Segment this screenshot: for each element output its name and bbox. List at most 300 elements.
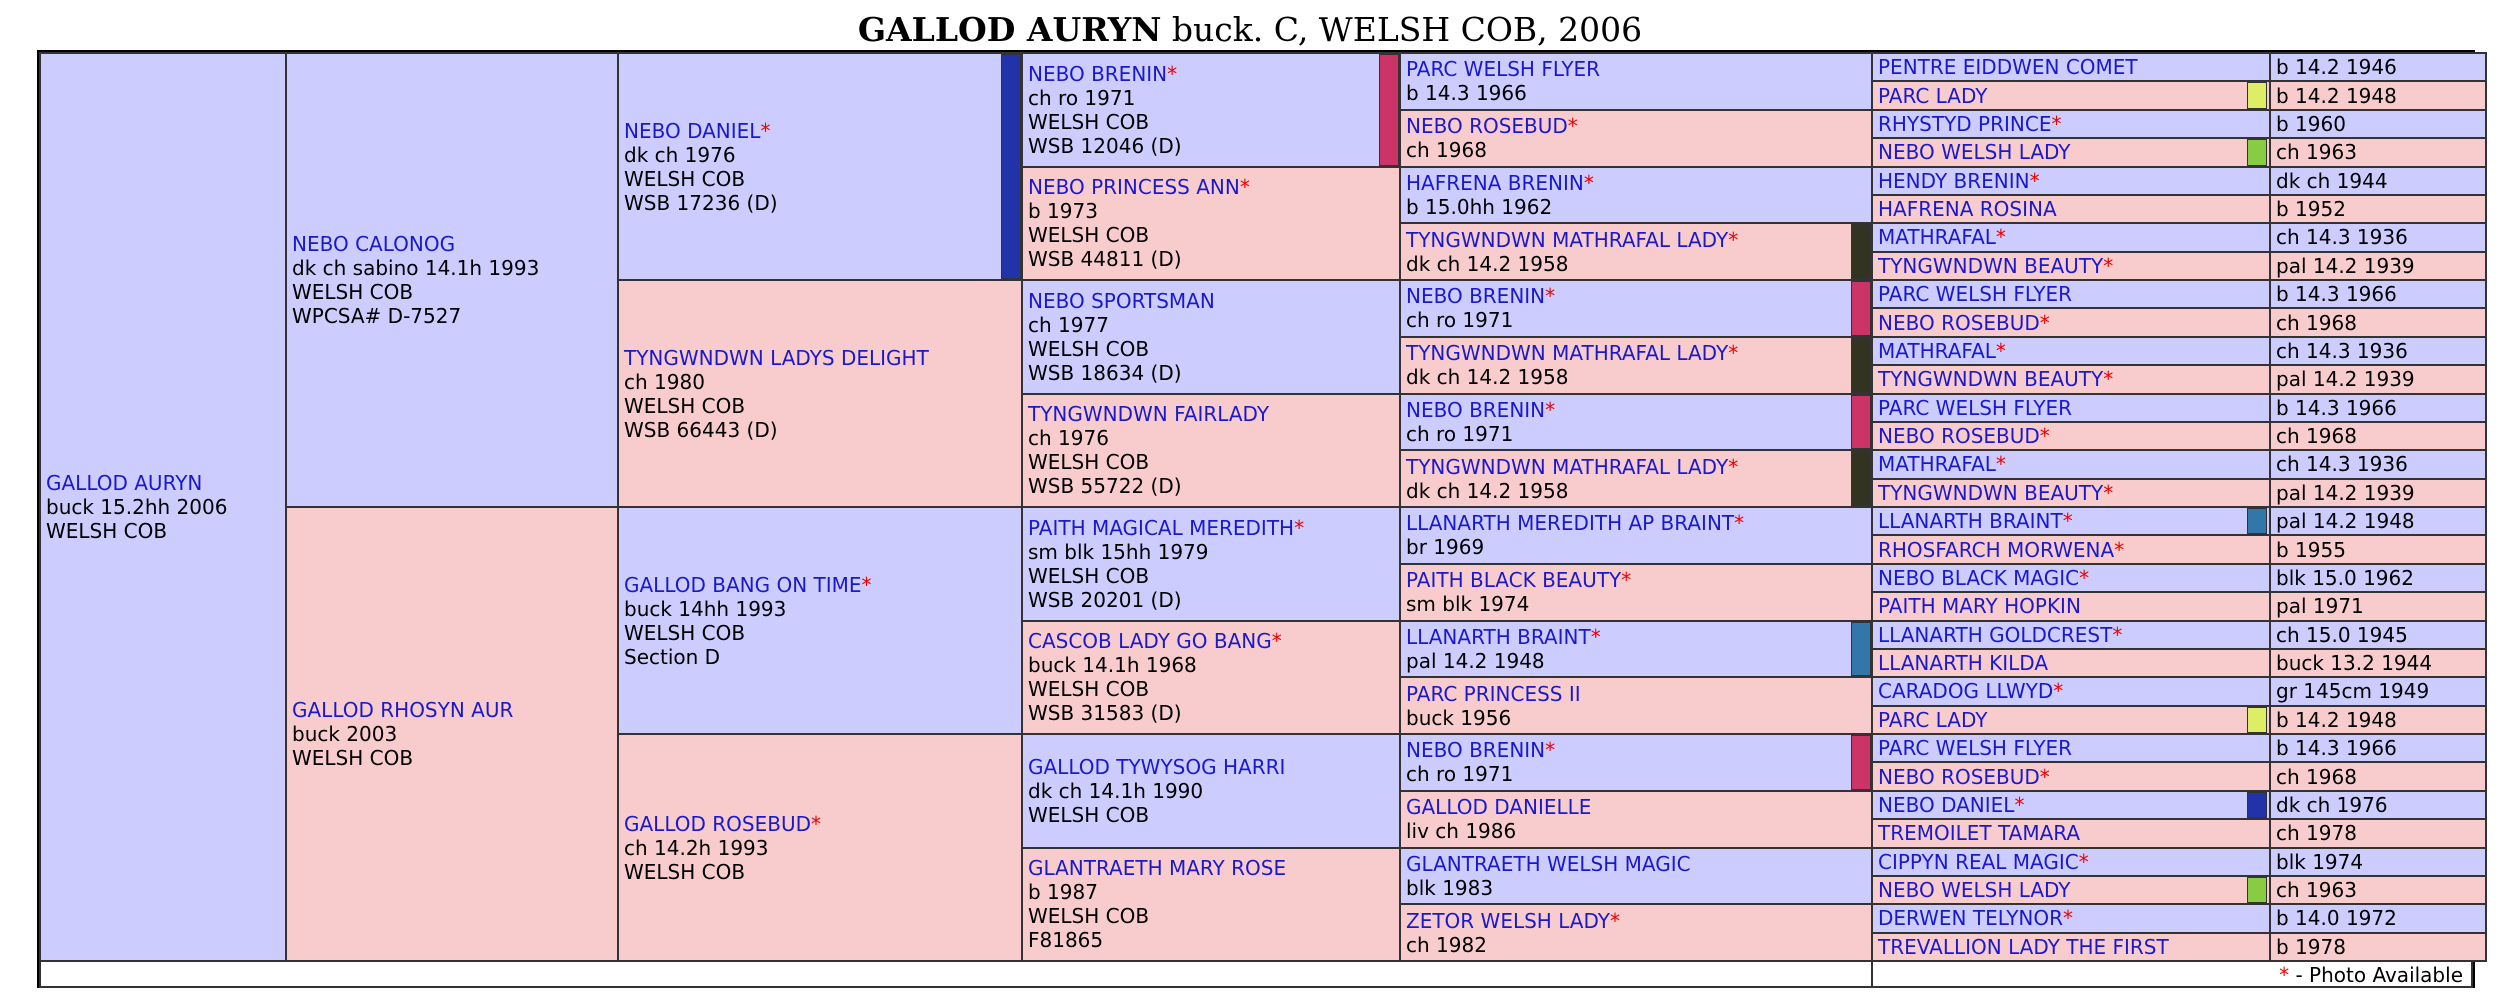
pedigree-cell-gen6[interactable] [1871,620,2271,650]
horse-name-line [1406,795,1866,819]
horse-name-link[interactable]: TYNGWNDWN BEAUTY [1878,480,2104,505]
horse-detail: ch 1963 [2276,140,2357,165]
horse-name-link[interactable]: GALLOD BANG ON TIME [624,572,862,597]
horse-name-line [1878,140,2264,164]
pedigree-cell-gen6[interactable] [1871,279,2271,309]
photo-star: * [2079,565,2090,590]
horse-name-link[interactable]: TYNGWNDWN MATHRAFAL LADY [1406,454,1729,479]
horse-name-link[interactable]: NEBO SPORTSMAN [1028,288,1215,313]
legend-star: * [2279,963,2290,987]
horse-name-line [1878,424,2264,448]
pedigree-cell-gen5[interactable] [1399,620,1873,679]
horse-detail: b 14.0 1972 [2276,906,2397,931]
photo-star: * [2039,424,2050,449]
horse-name-link[interactable]: PAITH MAGICAL MEREDITH [1028,515,1295,540]
horse-detail: buck 15.2hh 2006 [46,495,228,519]
pedigree-cell-gen3[interactable] [617,733,1023,962]
horse-name-line [1406,57,1866,81]
horse-name-link[interactable]: GALLOD DANIELLE [1406,795,1592,820]
pedigree-cell-gen6[interactable] [1871,194,2271,224]
pedigree-cell-gen4[interactable] [1021,393,1401,509]
horse-name-link[interactable]: PARC WELSH FLYER [1878,282,2073,307]
horse-detail: WSB 12046 (D) [1028,133,1182,158]
footer-spacer [39,960,1873,988]
pedigree-cell-gen6[interactable] [1871,506,2271,536]
horse-detail: b 1973 [1028,199,1098,224]
pedigree-cell-gen5[interactable] [1399,393,1873,452]
photo-star: * [1610,908,1621,933]
photo-star: * [760,118,771,143]
horse-info-cell [2269,563,2487,593]
pedigree-cell-gen6[interactable] [1871,676,2271,706]
photo-star: * [1567,114,1578,139]
horse-name-link[interactable]: TYNGWNDWN BEAUTY [1878,367,2104,392]
color-marker [2247,707,2267,733]
pedigree-cell-gen5[interactable] [1399,563,1873,622]
photo-star: * [861,572,872,597]
horse-detail: ch 14.3 1936 [2276,225,2408,250]
horse-name-line [1406,568,1866,592]
horse-detail: WSB 55722 (D) [1028,474,1182,499]
horse-detail: dk ch 1976 [624,142,736,167]
horse-name-link[interactable]: CARADOG LLWYD [1878,679,2054,704]
horse-name-link[interactable]: GALLOD AURYN [46,471,203,495]
horse-detail: b 1955 [2276,537,2346,562]
horse-name-line [1406,511,1866,535]
horse-name-link[interactable]: GALLOD RHOSYN AUR [292,698,514,722]
title-horse-name: GALLOD AURYN [857,10,1162,49]
horse-name-link[interactable]: PARC WELSH FLYER [1878,736,2073,761]
horse-name-line [1878,84,2264,108]
horse-detail: buck 14hh 1993 [624,596,787,621]
horse-name-line [1878,566,2264,590]
photo-star: * [2051,111,2062,136]
photo-star: * [2039,310,2050,335]
horse-name-line [292,232,612,256]
horse-info-cell [2269,279,2487,309]
pedigree-cell-gen6[interactable] [1871,818,2271,848]
horse-detail: WSB 18634 (D) [1028,360,1182,385]
horse-info-cell [2269,166,2487,196]
horse-detail: WELSH COB [46,519,168,543]
pedigree-cell-gen6[interactable] [1871,563,2271,593]
color-marker [1001,54,1021,279]
pedigree-cell-gen5[interactable] [1399,733,1873,792]
photo-star: * [2103,367,2114,392]
pedigree-cell-gen6[interactable] [1871,478,2271,508]
horse-detail: sm blk 1974 [1406,592,1530,617]
horse-name-line [1406,398,1866,422]
horse-detail: b 14.2 1948 [2276,83,2397,108]
pedigree-cell-gen1[interactable] [39,52,287,962]
horse-info-cell [2269,194,2487,224]
horse-name-link[interactable]: GLANTRAETH MARY ROSE [1028,856,1287,881]
pedigree-cell-gen6[interactable] [1871,166,2271,196]
horse-name-line [1878,594,2264,618]
pedigree-cell-gen6[interactable] [1871,875,2271,905]
horse-detail: ch 14.3 1936 [2276,452,2408,477]
horse-detail: sm blk 15hh 1979 [1028,539,1209,564]
pedigree-cell-gen4[interactable] [1021,279,1401,395]
horse-info-cell [2269,705,2487,735]
horse-detail: ch ro 1971 [1406,762,1514,787]
horse-name-line [624,346,1016,370]
photo-star: * [2114,537,2125,562]
pedigree-cell-gen6[interactable] [1871,80,2271,110]
horse-name-link[interactable]: NEBO BRENIN [1406,397,1546,422]
horse-name-link[interactable]: NEBO ROSEBUD [1878,764,2040,789]
horse-name-line [1028,755,1394,779]
horse-detail: WELSH COB [1028,336,1150,361]
color-marker [1851,281,1871,336]
horse-detail: blk 15.0 1962 [2276,565,2414,590]
horse-name-link[interactable]: NEBO CALONOG [292,232,456,256]
pedigree-cell-gen6[interactable] [1871,251,2271,281]
pedigree-cell-gen6[interactable] [1871,307,2271,337]
horse-detail: WSB 66443 (D) [624,417,778,442]
horse-name-line [1878,282,2264,306]
legend-text: - Photo Available [2289,963,2463,987]
horse-name-line [1878,169,2264,193]
pedigree-cell-gen3[interactable] [617,506,1023,735]
pedigree-cell-gen6[interactable] [1871,393,2271,423]
pedigree-cell-gen5[interactable] [1399,449,1873,508]
horse-detail: blk 1983 [1406,875,1494,900]
horse-detail: b 1987 [1028,880,1098,905]
horse-name-link[interactable]: NEBO DANIEL [1878,792,2015,817]
pedigree-cell-gen5[interactable] [1399,166,1873,225]
pedigree-cell-gen4[interactable] [1021,847,1401,963]
horse-info-cell [2269,591,2487,621]
horse-detail: b 1960 [2276,111,2346,136]
horse-name-link[interactable]: NEBO WELSH LADY [1878,878,2071,903]
horse-name-link[interactable]: RHOSFARCH MORWENA [1878,537,2115,562]
horse-name-link[interactable]: TYNGWNDWN LADYS DELIGHT [624,345,929,370]
page-title [0,10,2500,49]
horse-name-line [1878,254,2264,278]
horse-name-line [1878,623,2264,647]
horse-info-cell [2269,336,2487,366]
horse-info-cell [2269,109,2487,139]
horse-info-cell [2269,478,2487,508]
horse-name-line [1028,856,1394,880]
horse-detail: WELSH COB [292,280,414,304]
photo-star: * [1621,568,1632,593]
horse-name-line [1878,821,2264,845]
horse-name-link[interactable]: HENDY BRENIN [1878,168,2030,193]
pedigree-cell-gen6[interactable] [1871,790,2271,820]
horse-detail: b 1978 [2276,934,2346,959]
horse-info-cell [2269,648,2487,678]
horse-name-link[interactable]: PARC LADY [1878,83,1988,108]
horse-detail: Section D [624,644,721,669]
horse-name-line [1406,341,1866,365]
horse-name-link[interactable]: PARC PRINCESS II [1406,681,1581,706]
horse-name-link[interactable]: MATHRAFAL [1878,225,1996,250]
horse-name-line [1406,625,1866,649]
pedigree-cell-gen5[interactable] [1399,336,1873,395]
horse-name-line [1028,402,1394,426]
horse-name-link[interactable]: NEBO BRENIN [1028,61,1168,86]
pedigree-cell-gen4[interactable] [1021,620,1401,736]
photo-star: * [1995,225,2006,250]
horse-name-link[interactable]: HAFRENA ROSINA [1878,197,2057,222]
horse-info-cell [2269,761,2487,791]
horse-name-line [1878,509,2264,533]
pedigree-cell-gen6[interactable] [1871,903,2271,933]
horse-detail: blk 1974 [2276,849,2364,874]
horse-name-line [1878,112,2264,136]
pedigree-cell-gen5[interactable] [1399,676,1873,735]
horse-info-cell [2269,506,2487,536]
pedigree-cell-gen2[interactable] [285,506,619,962]
horse-info-cell [2269,222,2487,252]
pedigree-cell-gen6[interactable] [1871,648,2271,678]
horse-name-line [1878,651,2264,675]
horse-name-link[interactable]: MATHRAFAL [1878,452,1996,477]
horse-name-link[interactable]: GLANTRAETH WELSH MAGIC [1406,851,1691,876]
horse-name-link[interactable]: CASCOB LADY GO BANG [1028,629,1272,654]
photo-star: * [1728,227,1739,252]
horse-name-line [1406,909,1866,933]
horse-name-line [1406,738,1866,762]
horse-name-link[interactable]: LLANARTH BRAINT [1406,624,1591,649]
horse-detail: pal 14.2 1939 [2276,367,2415,392]
horse-name-link[interactable]: GALLOD ROSEBUD [624,811,811,836]
horse-name-link[interactable]: NEBO BRENIN [1406,738,1546,763]
photo-star: * [1271,629,1282,654]
pedigree-cell-gen6[interactable] [1871,364,2271,394]
horse-name-line [1878,736,2264,760]
horse-detail: WELSH COB [624,393,746,418]
pedigree-cell-gen5[interactable] [1399,279,1873,338]
pedigree-cell-gen2[interactable] [285,52,619,508]
horse-name-link[interactable]: TREVALLION LADY THE FIRST [1878,934,2169,959]
horse-name-link[interactable]: NEBO ROSEBUD [1878,424,2040,449]
horse-detail: b 14.3 1966 [2276,736,2397,761]
horse-name-link[interactable]: GALLOD TYWYSOG HARRI [1028,754,1286,779]
horse-name-link[interactable]: LLANARTH KILDA [1878,651,2049,676]
horse-name-link[interactable]: NEBO BLACK MAGIC [1878,565,2080,590]
horse-detail: ch 1968 [2276,764,2357,789]
horse-detail: pal 14.2 1939 [2276,480,2415,505]
horse-detail: ch 1963 [2276,878,2357,903]
horse-name-link[interactable]: TYNGWNDWN MATHRAFAL LADY [1406,227,1729,252]
horse-detail: WELSH COB [624,859,746,884]
horse-detail: buck 14.1h 1968 [1028,653,1197,678]
photo-star: * [2063,906,2074,931]
horse-name-link[interactable]: PARC LADY [1878,707,1988,732]
horse-name-link[interactable]: NEBO WELSH LADY [1878,140,2071,165]
pedigree-cell-gen6[interactable] [1871,222,2271,252]
horse-detail: b 1952 [2276,197,2346,222]
horse-detail: WELSH COB [1028,450,1150,475]
horse-name-link[interactable]: CIPPYN REAL MAGIC [1878,849,2079,874]
horse-name-link[interactable]: DERWEN TELYNOR [1878,906,2064,931]
horse-name-line [1028,175,1394,199]
photo-star: * [1583,170,1594,195]
horse-name-link[interactable]: LLANARTH GOLDCREST [1878,622,2113,647]
horse-name-line [624,812,1016,836]
horse-name-line [1878,906,2264,930]
horse-name-line [1878,878,2264,902]
horse-info-cell [2269,676,2487,706]
horse-name-link[interactable]: LLANARTH BRAINT [1878,509,2063,534]
horse-name-link[interactable]: TYNGWNDWN MATHRAFAL LADY [1406,341,1729,366]
photo-star: * [2103,480,2114,505]
pedigree-cell-gen6[interactable] [1871,137,2271,167]
photo-star: * [1995,338,2006,363]
color-marker [2247,877,2267,903]
photo-star: * [1728,341,1739,366]
horse-name-line [1406,228,1866,252]
photo-star: * [2078,849,2089,874]
horse-name-link[interactable]: TREMOILET TAMARA [1878,821,2081,846]
pedigree-cell-gen6[interactable] [1871,705,2271,735]
horse-detail: WSB 20201 (D) [1028,587,1182,612]
horse-detail: br 1969 [1406,535,1485,560]
pedigree-cell-gen5[interactable] [1399,790,1873,849]
pedigree-cell-gen4[interactable] [1021,166,1401,282]
color-marker [1851,395,1871,450]
horse-info-cell [2269,52,2487,82]
pedigree-cell-gen5[interactable] [1399,222,1873,281]
pedigree-cell-gen6[interactable] [1871,733,2271,763]
horse-name-line [624,573,1016,597]
horse-detail: b 15.0hh 1962 [1406,194,1553,219]
photo-star: * [1239,175,1250,200]
horse-detail: buck 1956 [1406,705,1512,730]
horse-info-cell [2269,875,2487,905]
horse-info-cell [2269,620,2487,650]
horse-info-cell [2269,251,2487,281]
pedigree-cell-gen5[interactable] [1399,109,1873,168]
pedigree-cell-gen4[interactable] [1021,52,1401,168]
horse-name-line [1028,629,1394,653]
pedigree-cell-gen6[interactable] [1871,336,2271,366]
photo-star: * [1167,61,1178,86]
horse-name-link[interactable]: PARC WELSH FLYER [1878,395,2073,420]
horse-detail: WELSH COB [1028,223,1150,248]
photo-star: * [2029,168,2040,193]
pedigree-cell-gen5[interactable] [1399,506,1873,565]
pedigree-cell-gen4[interactable] [1021,506,1401,622]
horse-info-cell [2269,393,2487,423]
horse-name-line [292,698,612,722]
horse-info-cell [2269,932,2487,962]
horse-info-cell [2269,449,2487,479]
horse-detail: buck 13.2 1944 [2276,651,2433,676]
horse-name-link[interactable]: TYNGWNDWN FAIRLADY [1028,402,1270,427]
horse-detail: WELSH COB [624,166,746,191]
color-marker [1851,338,1871,393]
pedigree-cell-gen5[interactable] [1399,52,1873,111]
horse-name-link[interactable]: PENTRE EIDDWEN COMET [1878,55,2138,80]
color-marker [1851,622,1871,677]
horse-name-link[interactable]: NEBO BRENIN [1406,284,1546,309]
horse-info-cell [2269,818,2487,848]
horse-detail: WELSH COB [1028,904,1150,929]
pedigree-cell-gen5[interactable] [1399,903,1873,962]
horse-name-link[interactable]: NEBO DANIEL [624,118,761,143]
color-marker [1851,451,1871,506]
photo-star: * [2039,764,2050,789]
horse-name-line [1878,367,2264,391]
horse-name-link[interactable]: ZETOR WELSH LADY [1406,908,1611,933]
horse-info-cell [2269,790,2487,820]
horse-detail: b 14.2 1948 [2276,707,2397,732]
horse-info-cell [2269,903,2487,933]
pedigree-cell-gen6[interactable] [1871,534,2271,564]
horse-name-line [1878,538,2264,562]
color-marker [1851,224,1871,279]
horse-name-line [1878,850,2264,874]
pedigree-cell-gen6[interactable] [1871,932,2271,962]
pedigree-cell-gen6[interactable] [1871,591,2271,621]
horse-detail: pal 14.2 1948 [2276,509,2415,534]
horse-name-line [1028,289,1394,313]
horse-detail: ch 1968 [1406,138,1487,163]
horse-name-link[interactable]: MATHRAFAL [1878,338,1996,363]
pedigree-cell-gen5[interactable] [1399,847,1873,906]
horse-detail: ch 1977 [1028,312,1109,337]
horse-name-line [1406,284,1866,308]
pedigree-cell-gen3[interactable] [617,52,1023,281]
horse-detail: WELSH COB [1028,109,1150,134]
horse-name-link[interactable]: TYNGWNDWN BEAUTY [1878,253,2104,278]
pedigree-cell-gen6[interactable] [1871,421,2271,451]
horse-detail: ch 1968 [2276,310,2357,335]
photo-star: * [1728,454,1739,479]
horse-name-line [1878,311,2264,335]
horse-detail: ch ro 1971 [1406,421,1514,446]
horse-detail: dk ch 1976 [2276,792,2388,817]
horse-name-link[interactable]: LLANARTH MEREDITH AP BRAINT [1406,511,1735,536]
pedigree-cell-gen6[interactable] [1871,52,2271,82]
pedigree-cell-gen6[interactable] [1871,761,2271,791]
horse-name-line [1406,682,1866,706]
horse-name-link[interactable]: PAITH BLACK BEAUTY [1406,568,1622,593]
pedigree-cell-gen3[interactable] [617,279,1023,508]
pedigree-cell-gen4[interactable] [1021,733,1401,849]
horse-name-link[interactable]: HAFRENA BRENIN [1406,170,1584,195]
horse-detail: ch 14.3 1936 [2276,338,2408,363]
horse-detail: buck 2003 [292,722,398,746]
horse-info-cell [2269,364,2487,394]
horse-name-line [1878,935,2264,959]
horse-name-line [46,471,280,495]
horse-name-link[interactable]: NEBO ROSEBUD [1406,114,1568,139]
horse-name-link[interactable]: NEBO PRINCESS ANN [1028,175,1240,200]
horse-name-link[interactable]: PARC WELSH FLYER [1406,57,1601,82]
horse-detail: ch ro 1971 [1028,85,1136,110]
photo-star: * [1545,738,1556,763]
horse-name-line [1878,793,2264,817]
horse-detail: WSB 31583 (D) [1028,701,1182,726]
pedigree-cell-gen6[interactable] [1871,449,2271,479]
horse-name-line [1878,679,2264,703]
horse-name-line [1878,55,2264,79]
horse-name-link[interactable]: RHYSTYD PRINCE [1878,111,2052,136]
horse-name-link[interactable]: PAITH MARY HOPKIN [1878,594,2081,619]
horse-name-line [1878,396,2264,420]
horse-name-link[interactable]: NEBO ROSEBUD [1878,310,2040,335]
horse-name-line [1406,852,1866,876]
pedigree-cell-gen6[interactable] [1871,847,2271,877]
horse-detail: pal 14.2 1948 [1406,648,1545,673]
pedigree-cell-gen6[interactable] [1871,109,2271,139]
photo-star: * [1545,397,1556,422]
